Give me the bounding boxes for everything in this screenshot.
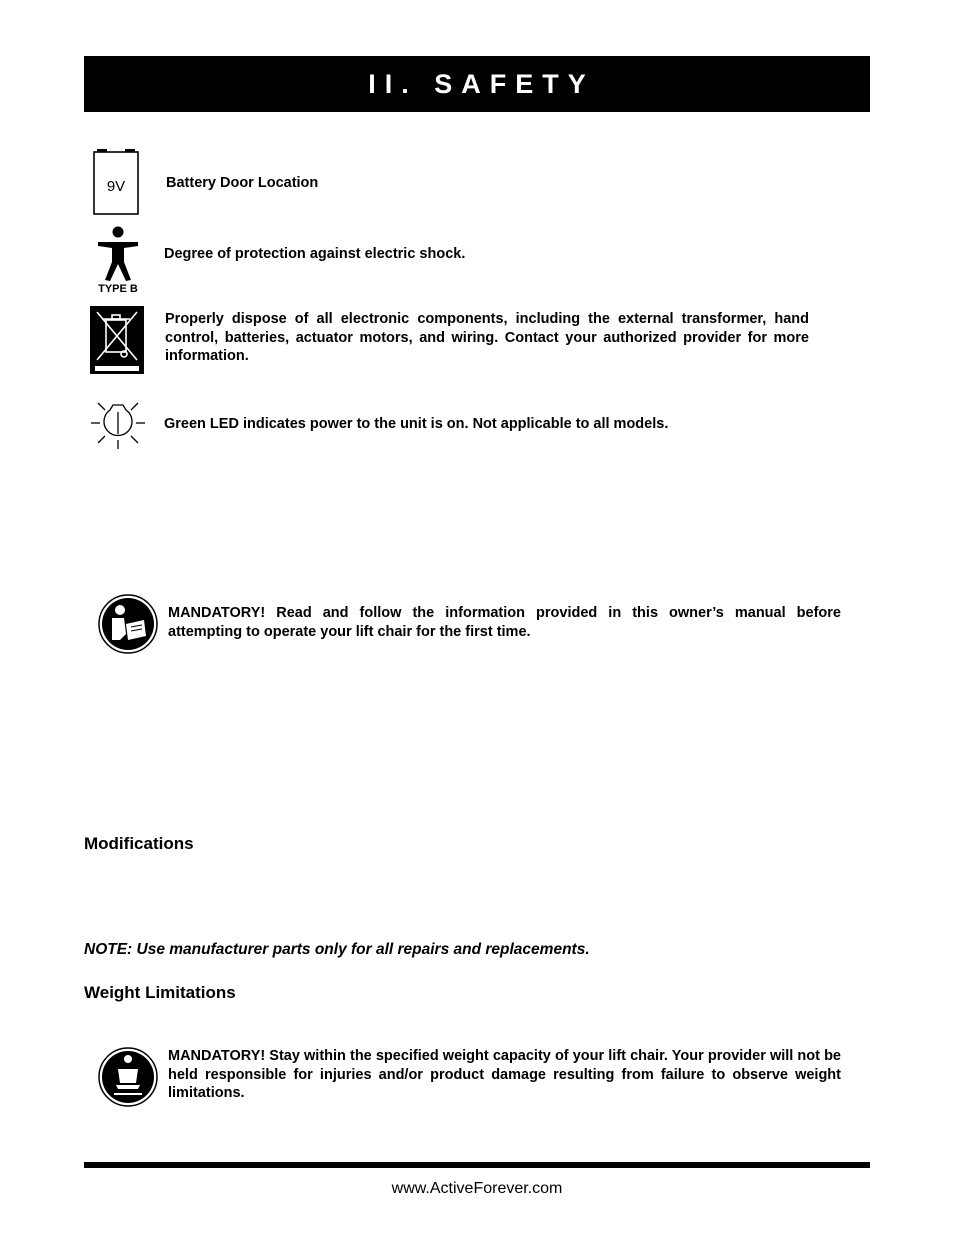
green-led-icon: [90, 398, 146, 450]
footer-divider: [84, 1162, 870, 1168]
type-b-person-icon: [89, 226, 147, 294]
manufacturer-parts-note: NOTE: Use manufacturer parts only for all repairs and replacements.: [84, 941, 590, 958]
mandatory-weight-text: MANDATORY! Stay within the specified weight capacity of your lift chair. Your provider will not be held responsible for injuries and/or product damage resulting from failure to observe weight limitations.: [168, 1048, 841, 1101]
weight-limitations-heading: Weight Limitations: [84, 983, 236, 1002]
crossed-out-bin-icon: [90, 306, 144, 374]
electric-shock-label: Degree of protection against electric shock.: [164, 246, 466, 262]
battery-icon-text: 9V: [106, 178, 126, 195]
type-b-icon-text: TYPE B: [98, 283, 138, 294]
mandatory-read-manual-text: MANDATORY! Read and follow the information provided in this owner’s manual before attempting to operate your lift chair for the first time.: [168, 605, 841, 640]
battery-9v-icon: [92, 148, 142, 216]
section-header: [84, 56, 870, 112]
battery-door-label: Battery Door Location: [166, 175, 319, 191]
modifications-heading: Modifications: [84, 834, 194, 853]
disposal-label: Properly dispose of all electronic components, including the external transformer, hand control, batteries, actuator motors, and wiring. Contact your authorized provider for more information.: [165, 311, 809, 364]
footer-website-url: www.ActiveForever.com: [391, 1180, 563, 1197]
read-manual-icon: [98, 594, 158, 654]
green-led-label: Green LED indicates power to the unit is on. Not applicable to all models.: [164, 416, 669, 432]
page-title: II. SAFETY: [368, 68, 595, 99]
weight-capacity-icon: [98, 1047, 158, 1107]
